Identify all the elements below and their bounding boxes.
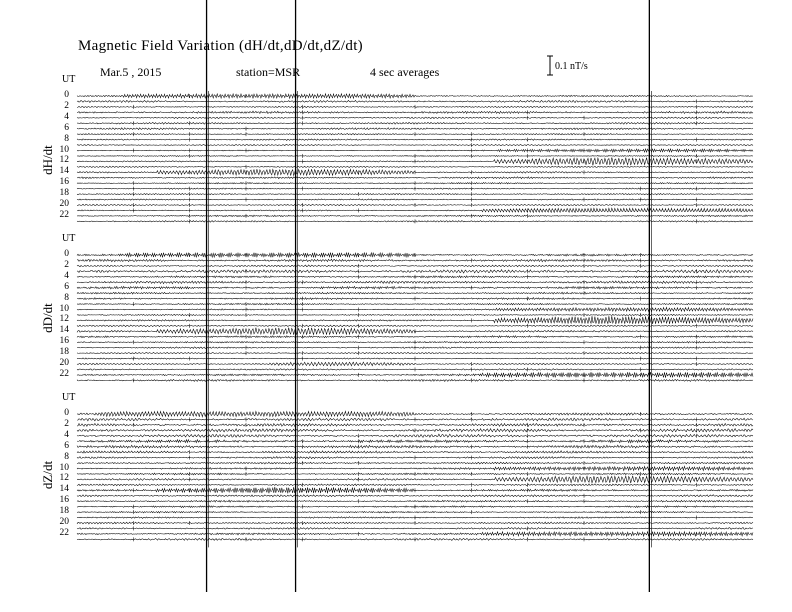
station-label: station=MSR [236,65,301,79]
hour-label: 20 [59,199,69,209]
hour-label: 18 [59,188,69,199]
hour-label: 4 [64,429,69,440]
hour-label: 14 [59,484,69,495]
hour-label: 18 [59,347,69,358]
hour-label: 2 [64,259,69,270]
hour-label: 14 [59,325,69,336]
hour-label: 0 [64,249,69,259]
hour-label: 2 [64,418,69,429]
date-label: Mar.5 , 2015 [100,65,162,79]
ut-label: UT [62,392,76,403]
hour-label: 0 [64,408,69,418]
averaging-label: 4 sec averages [370,65,440,79]
hour-label: 6 [64,281,69,292]
hour-label: 12 [59,314,69,325]
hour-label: 8 [64,133,69,144]
hour-label: 4 [64,111,69,122]
hour-label: 16 [59,177,69,188]
hour-label: 22 [59,209,69,220]
hour-label: 20 [59,358,69,368]
hour-label: 16 [59,336,69,347]
hour-label: 16 [59,495,69,506]
hour-label: 22 [59,368,69,379]
chart-title: Magnetic Field Variation (dH/dt,dD/dt,dZ/dt) [78,38,363,54]
panel-label-dD-dt: dD/dt [40,303,55,333]
hour-label: 0 [64,90,69,100]
ut-label: UT [62,233,76,244]
hour-label: 10 [59,144,69,155]
hour-label: 14 [59,166,69,177]
hour-label: 4 [64,270,69,281]
ut-label: UT [62,74,76,85]
hour-label: 12 [59,473,69,484]
hour-label: 6 [64,440,69,451]
panel-label-dH-dt: dH/dt [40,145,55,175]
scale-bar [547,56,553,75]
scale-bar-label: 0.1 nT/s [555,61,588,72]
hour-label: 10 [59,303,69,314]
panel-label-dZ-dt: dZ/dt [40,460,55,490]
hour-label: 20 [59,517,69,527]
hour-label: 6 [64,122,69,133]
hour-label: 10 [59,462,69,473]
hour-label: 22 [59,527,69,538]
hour-label: 8 [64,451,69,462]
hour-label: 18 [59,506,69,517]
hour-label: 12 [59,155,69,166]
hour-label: 8 [64,292,69,303]
hour-label: 2 [64,100,69,111]
